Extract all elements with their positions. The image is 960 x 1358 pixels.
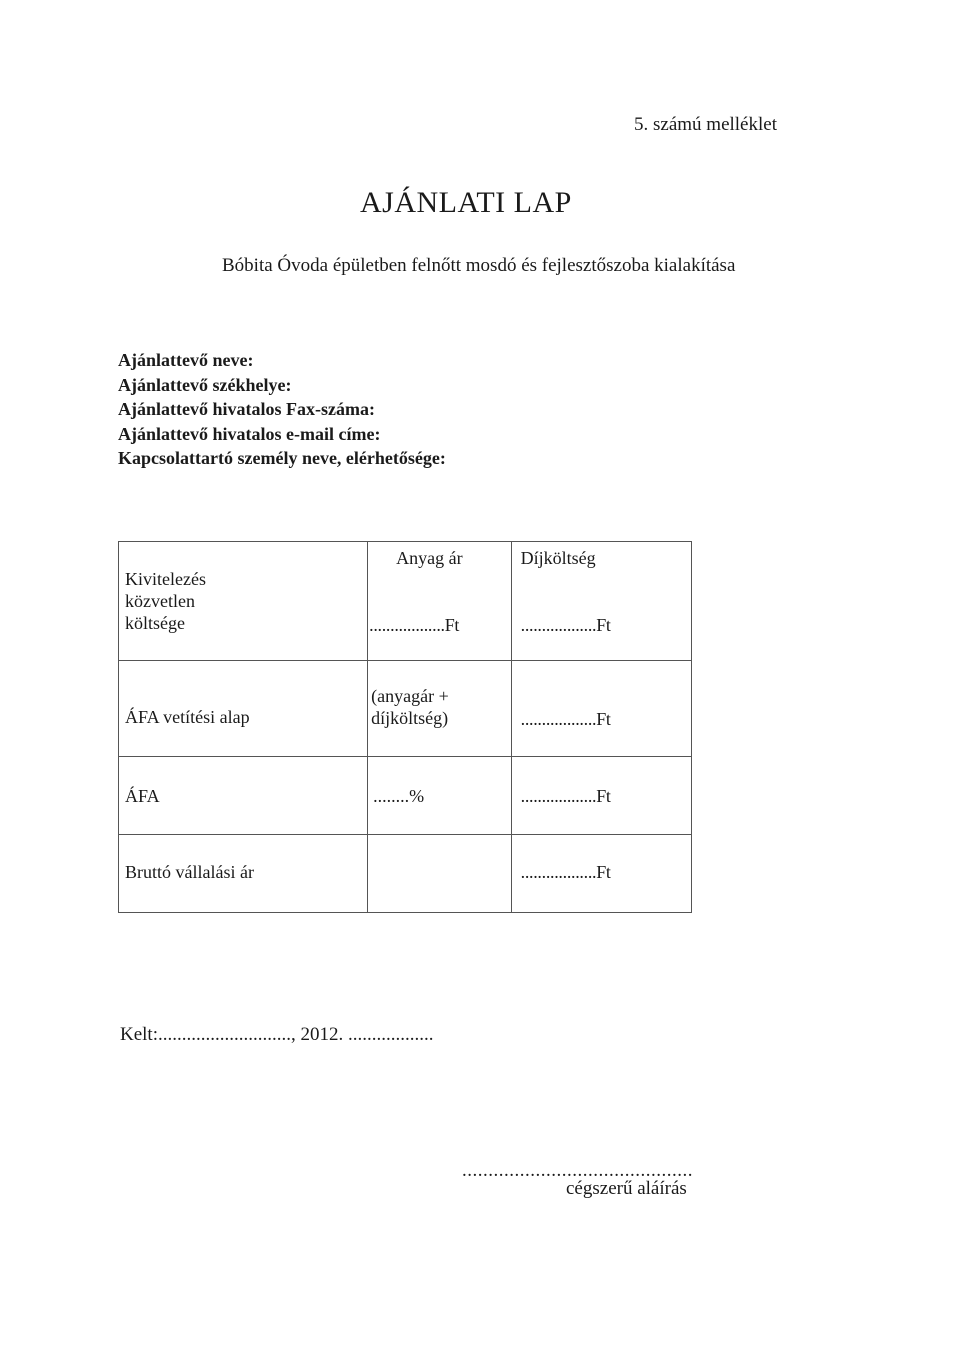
header-fee: Díjköltség bbox=[520, 548, 596, 568]
field-contact-person: Kapcsolattartó személy neve, elérhetősége: bbox=[118, 448, 446, 468]
page-subtitle: Bóbita Óvoda épületben felnőtt mosdó és fejlesztőszoba kialakítása bbox=[222, 255, 736, 276]
row2-label: ÁFA vetítési alap bbox=[125, 707, 250, 727]
date-line: Kelt:............................, 2012. .................. bbox=[120, 1024, 434, 1045]
annex-label: 5. számú melléklet bbox=[634, 114, 777, 135]
row3-fee-value: ..................Ft bbox=[520, 786, 611, 806]
field-bidder-seat: Ajánlattevő székhelye: bbox=[118, 374, 292, 395]
row4-label: Bruttó vállalási ár bbox=[125, 862, 254, 882]
table-row bbox=[119, 757, 692, 835]
field-bidder-email: Ajánlattevő hivatalos e-mail címe: bbox=[118, 423, 381, 444]
row1-fee-value: ..................Ft bbox=[520, 615, 611, 635]
table-row bbox=[119, 542, 692, 661]
fee-cell bbox=[511, 542, 691, 661]
row1-label: Kivitelezés közvetlen költsége bbox=[125, 569, 206, 633]
bidder-fields bbox=[118, 348, 446, 471]
signature-label: cégszerű aláírás bbox=[566, 1178, 687, 1199]
field-bidder-name: Ajánlattevő neve: bbox=[118, 350, 254, 370]
cost-table bbox=[118, 541, 692, 913]
signature-dots: ............................................ bbox=[462, 1160, 693, 1181]
row2-fee-value: ..................Ft bbox=[520, 709, 611, 729]
row3-percent: ........% bbox=[373, 786, 425, 806]
table-row bbox=[119, 661, 692, 757]
material-cell bbox=[368, 542, 512, 661]
row3-label: ÁFA bbox=[125, 786, 160, 806]
header-material: Anyag ár bbox=[396, 548, 463, 568]
row1-label-cell bbox=[119, 542, 368, 661]
row2-note: (anyagár + díjköltség) bbox=[371, 686, 449, 728]
table-row bbox=[119, 835, 692, 913]
page-title: AJÁNLATI LAP bbox=[360, 186, 572, 219]
row1-material-value: ..................Ft bbox=[369, 615, 460, 635]
row4-fee-value: ..................Ft bbox=[520, 862, 611, 882]
field-bidder-fax: Ajánlattevő hivatalos Fax-száma: bbox=[118, 399, 375, 419]
